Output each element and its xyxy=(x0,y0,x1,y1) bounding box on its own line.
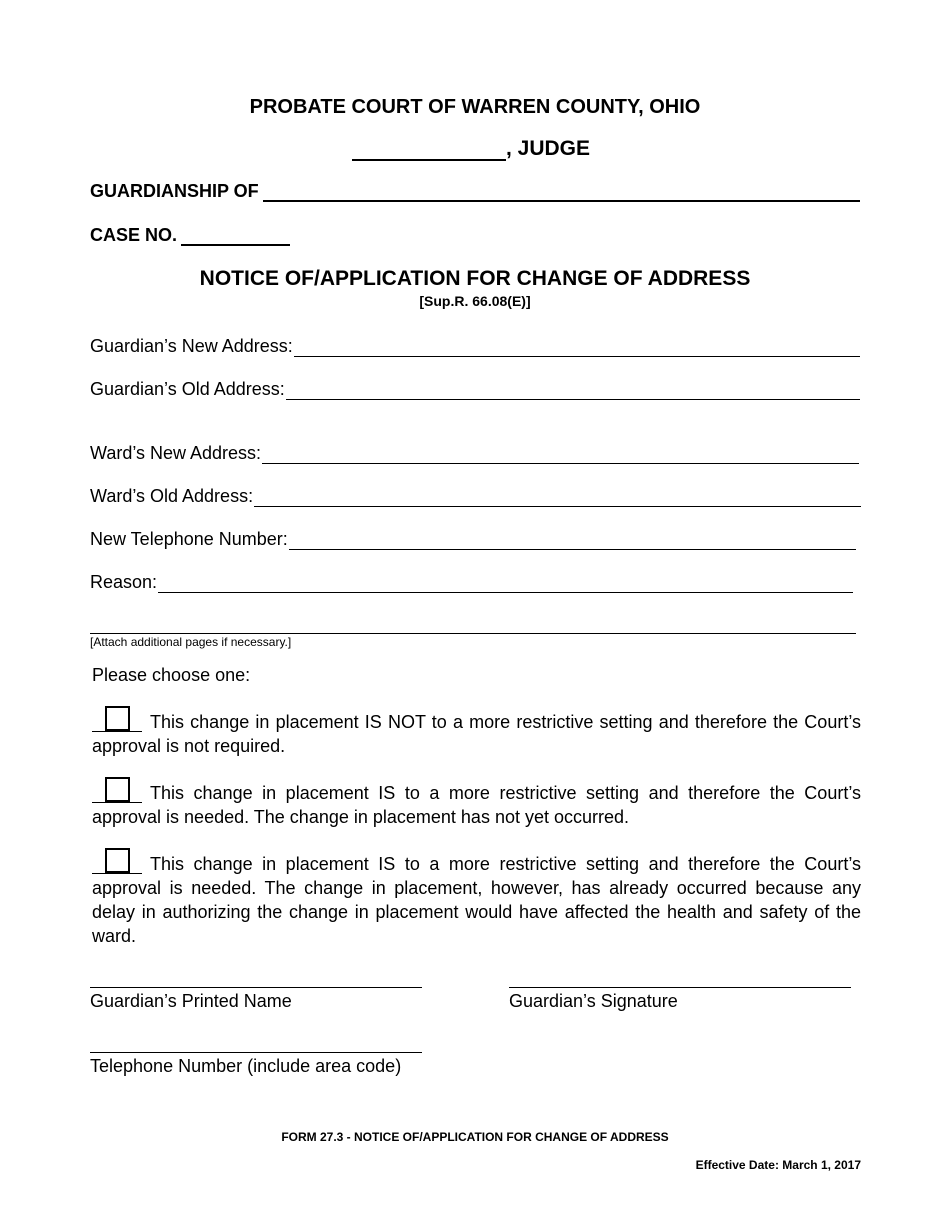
reason-label: Reason: xyxy=(90,572,158,592)
guardianship-label: GUARDIANSHIP OF xyxy=(90,181,259,201)
guardianship-row xyxy=(90,181,860,202)
guardian-new-address-field[interactable] xyxy=(294,340,860,357)
telephone-label: Telephone Number (include area code) xyxy=(90,1056,402,1076)
printed-name-field[interactable] xyxy=(90,987,422,988)
reason-row xyxy=(90,572,853,593)
form-footer: FORM 27.3 - NOTICE OF/APPLICATION FOR CHANGE OF ADDRESS xyxy=(281,1130,669,1144)
guardian-new-address-label: Guardian’s New Address: xyxy=(90,336,293,356)
reason-field[interactable] xyxy=(158,576,853,593)
judge-line xyxy=(352,137,590,161)
guardianship-name-field[interactable] xyxy=(263,184,860,202)
option-restrictive-not-occurred-checkbox[interactable] xyxy=(92,781,142,805)
ward-old-address-field[interactable] xyxy=(254,490,861,507)
guardian-new-address-row xyxy=(90,336,860,357)
new-telephone-label: New Telephone Number: xyxy=(90,529,288,549)
case-number-field[interactable] xyxy=(181,228,290,246)
form-title: NOTICE OF/APPLICATION FOR CHANGE OF ADDRESS xyxy=(199,267,751,290)
ward-new-address-row xyxy=(90,443,859,464)
new-telephone-row xyxy=(90,529,856,550)
ward-new-address-label: Ward’s New Address: xyxy=(90,443,262,463)
guardian-old-address-row xyxy=(90,379,860,400)
option-restrictive-occurred xyxy=(92,852,861,948)
ward-old-address-row xyxy=(90,486,861,507)
telephone-field[interactable] xyxy=(90,1052,422,1053)
option-restrictive-occurred-checkbox[interactable] xyxy=(92,852,142,876)
choose-label: Please choose one: xyxy=(92,665,251,685)
guardian-old-address-field[interactable] xyxy=(286,383,860,400)
case-number-row xyxy=(90,225,290,246)
ward-old-address-label: Ward’s Old Address: xyxy=(90,486,254,506)
case-number-label: CASE NO. xyxy=(90,225,178,245)
judge-label: , JUDGE xyxy=(506,137,591,160)
option-restrictive-occurred-text: This change in placement IS to a more restrictive setting and therefore the Court’s approval is needed. The change in placement, however, has already occurred because any delay in authorizing the change in placement would have affected the health and safety of the ward. xyxy=(92,854,861,946)
reason-continuation-field[interactable] xyxy=(90,633,856,634)
effective-date: Effective Date: March 1, 2017 xyxy=(695,1158,861,1172)
option-not-restrictive xyxy=(92,710,861,758)
option-not-restrictive-checkbox[interactable] xyxy=(92,710,142,734)
option-restrictive-not-occurred-text: This change in placement IS to a more restrictive setting and therefore the Court’s approval is needed. The change in placement has not yet occurred. xyxy=(92,783,861,827)
signature-field[interactable] xyxy=(509,987,851,988)
attach-note: [Attach additional pages if necessary.] xyxy=(90,635,292,649)
new-telephone-field[interactable] xyxy=(289,533,856,550)
ward-new-address-field[interactable] xyxy=(262,447,859,464)
option-restrictive-not-occurred xyxy=(92,781,861,829)
option-not-restrictive-text: This change in placement IS NOT to a more restrictive setting and therefore the Court’s approval is not required. xyxy=(92,712,861,756)
guardian-old-address-label: Guardian’s Old Address: xyxy=(90,379,285,399)
printed-name-label: Guardian’s Printed Name xyxy=(90,991,292,1011)
signature-label: Guardian’s Signature xyxy=(509,991,678,1011)
court-title: PROBATE COURT OF WARREN COUNTY, OHIO xyxy=(249,96,701,118)
judge-name-field[interactable] xyxy=(352,137,506,161)
rule-reference: [Sup.R. 66.08(E)] xyxy=(419,293,531,309)
